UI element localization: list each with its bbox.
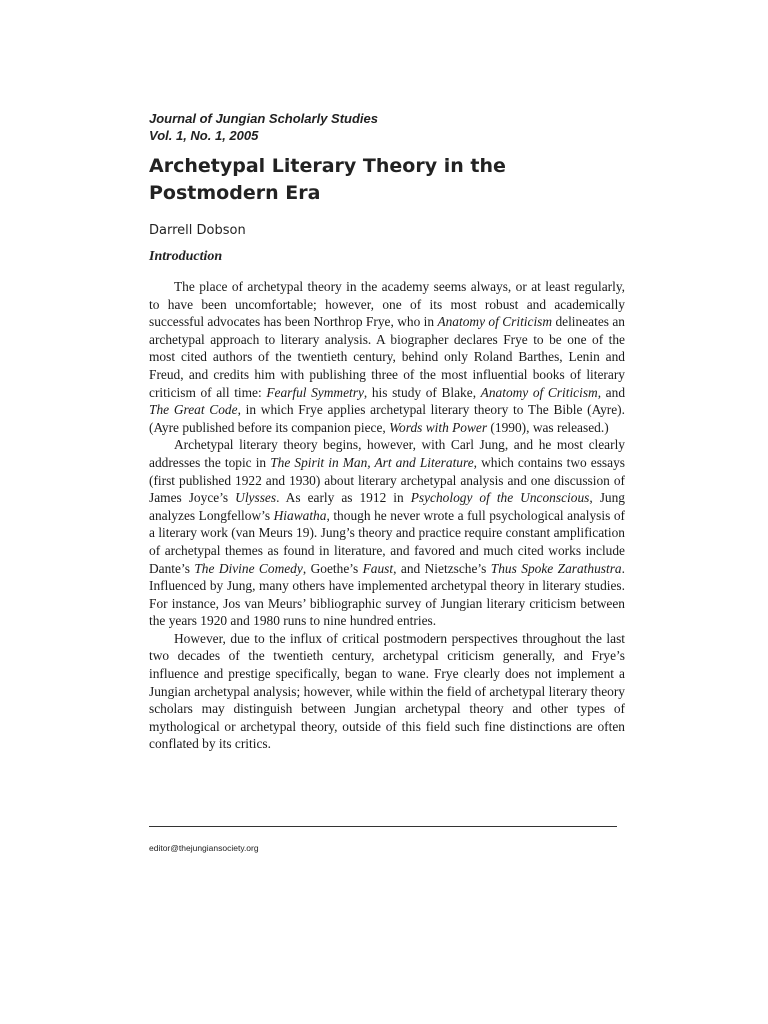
paragraph-text: Archetypal literary theory begins, however, with Carl Jung, and he most clearly addresses the topic in	[149, 437, 625, 470]
italic-title-text: Anatomy of Criticism	[437, 314, 553, 330]
paragraph-text: , Jung analyzes Longfellow’s	[149, 490, 626, 523]
italic-title-text: Hiawatha	[273, 507, 327, 523]
paragraph-text: , and Nietzsche’s	[393, 560, 491, 576]
paragraph-text: , though he never wrote a full psychological analysis of a literary work (van Meurs 19). Jung’s theory and practice require constant amplification of archetypal themes as found in literature, and favored and much cited works include Dante’s	[149, 507, 625, 576]
paragraph-text: , Goethe’s	[302, 560, 363, 576]
contact-email: editor@thejungiansociety.org	[149, 843, 259, 853]
body-paragraph	[149, 630, 625, 753]
italic-title-text: Fearful Symmetry	[266, 384, 364, 400]
journal-volume: Vol. 1, No. 1, 2005	[149, 128, 259, 143]
italic-title-text: Psychology of the Unconscious	[410, 490, 590, 506]
italic-title-text: Faust	[362, 560, 394, 576]
section-heading: Introduction	[149, 249, 223, 264]
paragraph-text: , which contains two essays (first published 1922 and 1930) about literary archetypal analysis and one discussion of James Joyce’s	[149, 454, 625, 506]
article-author: Darrell Dobson	[149, 223, 246, 238]
journal-name: Journal of Jungian Scholarly Studies	[149, 111, 378, 126]
paragraph-text: (1990), was released.)	[487, 419, 609, 435]
paragraph-text: , and	[597, 384, 626, 400]
article-body	[149, 278, 625, 753]
paragraph-text: delineates an archetypal approach to literary analysis. A biographer declares Frye to be one of the most cited authors of the twentieth century, behind only Roland Barthes, Lenin and Freud, and credits him with publishing three of the most influential books of literary criticism of all time:	[149, 314, 625, 400]
italic-title-text: The Spirit in Man, Art and Literature	[270, 454, 474, 470]
paragraph-text: However, due to the influx of critical postmodern perspectives throughout the last two decades of the twentieth century, archetypal criticism generally, and Frye’s influence and prestige specifically, began to wane. Frye clearly does not implement a Jungian archetypal analysis; however, while within the field of archetypal literary theory scholars may distinguish between Jungian archetypal theory and other types of mythological or archetypal theory, outside of this field such fine distinctions are often conflated by its critics.	[149, 630, 625, 752]
body-paragraph	[149, 436, 625, 630]
paragraph-text: , his study of Blake,	[363, 384, 481, 400]
journal-header	[149, 110, 378, 144]
body-paragraph	[149, 278, 625, 436]
paragraph-text: . Influenced by Jung, many others have implemented archetypal theory in literary studies. For instance, Jos van Meurs’ bibliographic survey of Jungian literary criticism between the years 1920 and 1980 runs to nine hundred entries.	[149, 560, 625, 629]
footnote-divider	[149, 826, 617, 827]
paragraph-text: . As early as 1912 in	[276, 490, 411, 506]
italic-title-text: Thus Spoke Zarathustra	[490, 560, 622, 576]
paragraph-text: The place of archetypal theory in the academy seems always, or at least regularly, to have been uncomfortable; however, one of its most robust and academically successful advocates has been Northrop Frye, who in	[149, 279, 625, 330]
italic-title-text: The Great Code	[149, 402, 238, 418]
paragraph-text: , in which Frye applies archetypal literary theory to The Bible (Ayre). (Ayre published before its companion piece,	[149, 402, 625, 435]
italic-title-text: Ulysses	[235, 490, 277, 506]
article-title: Archetypal Literary Theory in the Postmodern Era	[149, 155, 506, 204]
italic-title-text: Anatomy of Criticism	[480, 384, 598, 400]
italic-title-text: Words with Power	[389, 419, 488, 435]
italic-title-text: The Divine Comedy	[194, 560, 303, 576]
